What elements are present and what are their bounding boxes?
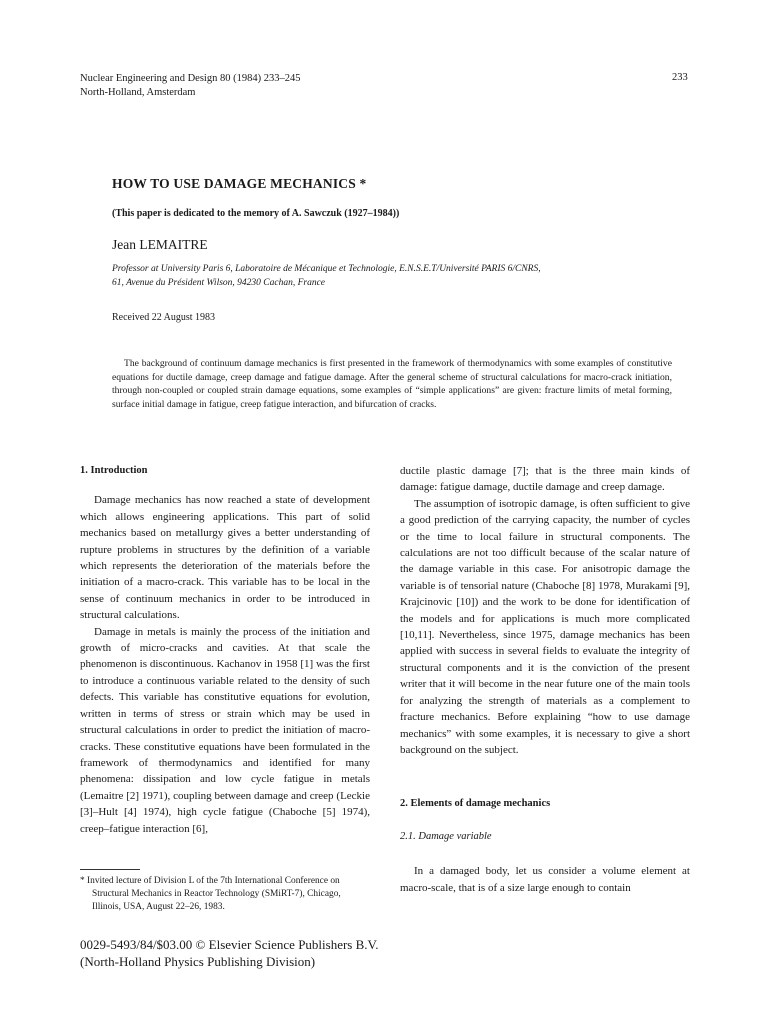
right-paragraph-2: The assumption of isotropic damage, is often sufficient to give a good prediction of the carrying capacity, the number of cycles or the time to local failure in structural components. The calculations are not too difficult because of the scalar nature of the damage variable in this case. For anisotropic damage the variable is of tensorial nature (Chaboche [8] 1978, Murakami [9], Krajcinovic [10]) and the work to be done for identification of the models and for applications is much more complicated [10,11]. Nevertheless, since 1975, damage mechanics has been applied with success in several fields to evaluate the integrity of structural components and it is the conviction of the present writer that it will become in the near future one of the main tools for analyzing the strength of materials as a complement to fracture mechanics. Before explaining “how to use damage mechanics” with some examples, it is necessary to give a short background on the subject. (400, 497, 690, 756)
section-heading-elements: 2. Elements of damage mechanics (400, 798, 551, 810)
abstract-text: The background of continuum damage mechanics is first presented in the framework of thermodynamics with some examples of constitutive equations for ductile damage, creep damage and fatigue damage. After the general scheme of structural calculations for macro-crack initiation, through non-coupled or coupled strain damage equations, some examples of “simple applications” are given: fracture limits of metal forming, surface initial damage in fatigue, creep fatigue interaction, and bifurcation of cracks. (112, 358, 672, 410)
copyright-line: 0029-5493/84/$03.00 © Elsevier Science Publishers B.V. (80, 937, 379, 952)
section-heading-introduction: 1. Introduction (80, 465, 148, 476)
abstract (112, 357, 672, 411)
publisher-imprint (80, 936, 379, 970)
affiliation-line-2: 61, Avenue du Président Wilson, 94230 Cachan, France (112, 278, 326, 288)
author-affiliation (112, 262, 672, 290)
publisher-division: (North-Holland Physics Publishing Division) (80, 954, 316, 969)
dedication: (This paper is dedicated to the memory of A. Sawczuk (1927–1984)) (112, 208, 400, 219)
article-title: HOW TO USE DAMAGE MECHANICS * (112, 176, 367, 191)
footnote-rule (80, 869, 140, 870)
intro-paragraph-2: Damage in metals is mainly the process of the initiation and growth of micro-cracks and cavities. At that scale the phenomenon is discontinuous. Kachanov in 1958 [1] was the first to introduce a continuous variable related to the density of such defects. This variable has constitutive equations for evolution, written in terms of stress or strain which may be used in structural calculations in order to predict the initiation of macro-cracks. These constitutive equations have been formulated in the framework of thermodynamics and identified for many phenomena: dissipation and low cycle fatigue in metals (Lemaitre [2] 1971), coupling between damage and creep (Leckie [3]–Hult [4] 1974), high cycle fatigue (Chaboche [5] 1974), creep–fatigue interaction [6], (80, 625, 370, 835)
publisher-location: North-Holland, Amsterdam (80, 87, 196, 98)
affiliation-line-1: Professor at University Paris 6, Laboratoire de Mécanique et Technologie, E.N.S.E.T/Université PARIS 6/CNRS, (112, 264, 541, 274)
right-paragraph-3: In a damaged body, let us consider a volume element at macro-scale, that is of a size large enough to contain (400, 865, 690, 894)
page-number: 233 (672, 72, 688, 83)
author-name: Jean LEMAITRE (112, 237, 208, 252)
subsection-heading-damage-variable: 2.1. Damage variable (400, 830, 492, 842)
received-date: Received 22 August 1983 (112, 312, 216, 323)
journal-citation: Nuclear Engineering and Design 80 (1984) 233–245 (80, 73, 301, 84)
intro-paragraph-1: Damage mechanics has now reached a state of development which allows engineering applications. This part of solid mechanics based on metallurgy gives a better understanding of rupture problems in structures by the definition of a variable which represents the deterioration of the materials before the initiation of a macro-crack. This variable has to be local in the sense of continuum mechanics in order to be introduced in structural calculations. (80, 494, 370, 622)
left-column (80, 463, 370, 837)
footnote (80, 875, 370, 914)
right-column (400, 463, 690, 896)
footnote-text: * Invited lecture of Division L of the 7th International Conference on Structural Mechanics in Reactor Technology (SMiRT-7), Chicago, Illinois, USA, August 22–26, 1983. (80, 876, 341, 912)
right-paragraph-1: ductile plastic damage [7]; that is the three main kinds of damage: fatigue damage, ductile damage and creep damage. (400, 465, 690, 494)
journal-header (80, 72, 300, 100)
